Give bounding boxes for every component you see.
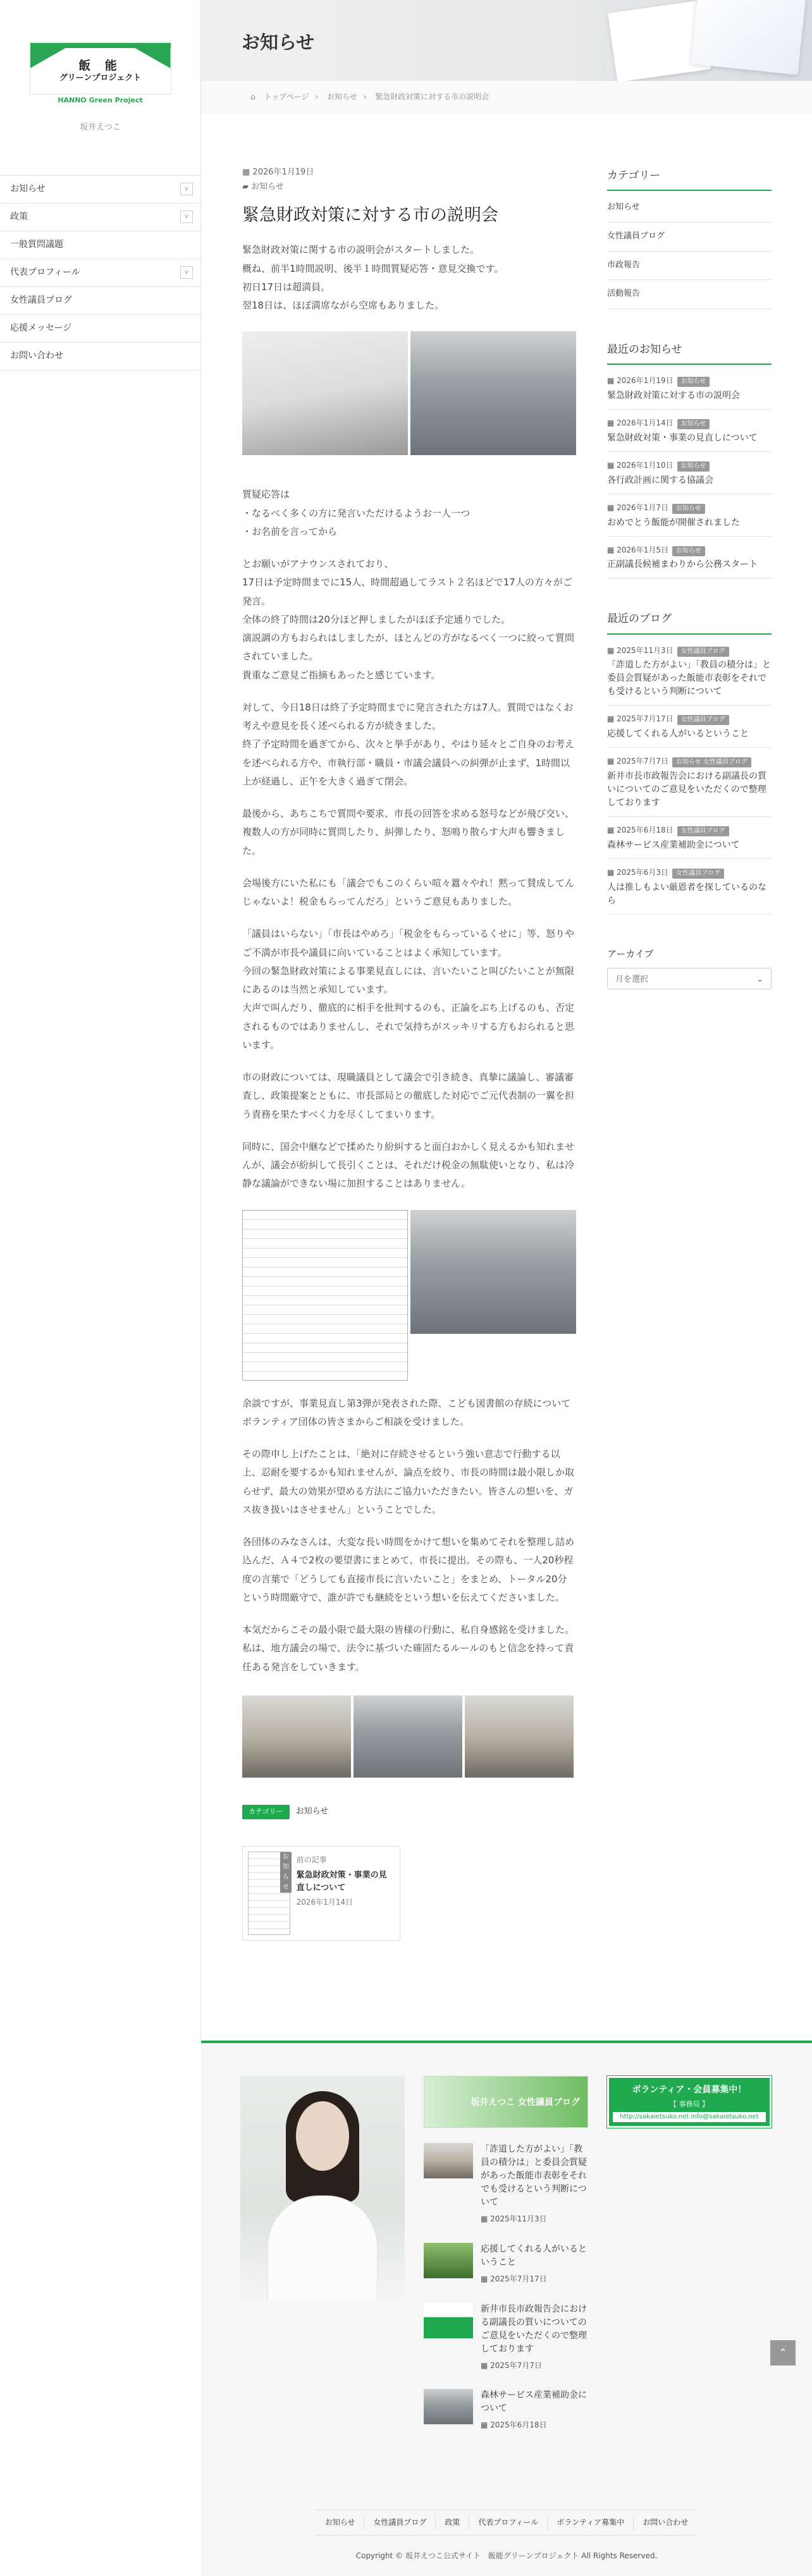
header-decor-image bbox=[691, 0, 806, 75]
widget-title: 最近のお知らせ bbox=[607, 339, 772, 365]
calendar-icon: ▦ bbox=[607, 714, 617, 724]
post-badge: お知らせ bbox=[677, 377, 710, 387]
sidebar-item-questions[interactable] bbox=[0, 231, 200, 259]
paragraph: 各団体のみなさんは、大変な長い時間をかけて想いを集めてそれを整理し詰め込んだ、Ａ４で2枚の要望書にまとめて、市長に提出。その際も、一人20秒程度の言葉で「どうしても直接市長に言いたいこと」をまとめ、トータル20分という時間厳守で、誰が許でも継続をという想いを伝えてくださいました。 bbox=[242, 1536, 575, 1603]
sidebar-item-contact[interactable] bbox=[0, 343, 200, 370]
volunteer-banner-title: ボランティア・会員募集中！ bbox=[632, 2085, 747, 2095]
sidebar-item-label: 政策 bbox=[10, 211, 28, 222]
archive-select[interactable] bbox=[607, 968, 772, 989]
footer-nav-item[interactable]: お知らせ bbox=[324, 2518, 355, 2527]
logo-en: HANNO Green Project bbox=[58, 96, 143, 105]
photo-row bbox=[242, 1210, 576, 1381]
footer-post[interactable] bbox=[424, 2143, 588, 2226]
sidebar-item-label: 女性議員ブログ bbox=[10, 295, 72, 305]
post-date: 2026年1月19日 bbox=[617, 376, 674, 386]
sidebar-item-profile[interactable] bbox=[0, 259, 200, 287]
breadcrumb-current: 緊急財政対策に対する市の説明会 bbox=[375, 92, 489, 101]
calendar-icon: ▦ bbox=[481, 2214, 491, 2223]
sidebar-item-label: 代表プロフィール bbox=[10, 267, 80, 278]
post-title[interactable]: 緊急財政対策・事業の見直しについて bbox=[607, 432, 758, 443]
paragraph: その際申し上げたことは、「絶対に存続させるという強い意志で行動する以上、忍耐を要するかも知れませんが、論点を絞り、市長の時間は最小限しか取らせず、最大の効果が望める方法にご協力いただきたい。皆さんの想いを、ガス抜き扱いはさせません」ということでした。 bbox=[242, 1448, 575, 1515]
footer-nav-item[interactable]: ボランティア募集中 bbox=[547, 2515, 633, 2530]
sidebar-item-news[interactable] bbox=[0, 176, 200, 204]
side-nav bbox=[0, 175, 200, 370]
post-thumbnail bbox=[424, 2143, 473, 2178]
photo-meeting[interactable] bbox=[465, 1695, 574, 1778]
copyright: Copyright © 坂井えつこ公式サイト 飯能グリーンプロジェクト All Rights Reserved. bbox=[355, 2551, 658, 2560]
paragraph: 緊急財政対策に関する市の説明会がスタートしました。 概ね、前半1時間説明、後半１時間質疑応答・意見交換です。 初日17日は超満員。 翌18日は、ほぼ満席ながら空席もありました。 bbox=[242, 244, 504, 312]
calendar-icon: ▦ bbox=[242, 168, 253, 177]
post-badge: お知らせ bbox=[677, 419, 710, 429]
calendar-icon: ▦ bbox=[607, 757, 617, 766]
logo-mark bbox=[29, 42, 172, 105]
paragraph: 本気だからこその最小限で最大限の皆様の行動に、私自身感銘を受けました。 私は、地方議会の場で、法令に基づいた確固たるルールのもと信念を持って責任ある発言をしていきます。 bbox=[242, 1624, 575, 1673]
volunteer-banner-contact: http://sakaietsuko.net info@sakaietsuko.net bbox=[613, 2112, 766, 2122]
category-item[interactable]: 女性議員ブログ bbox=[607, 223, 772, 252]
archive-select-value: 月を選択 bbox=[615, 975, 649, 985]
post-title[interactable]: 応援してくれる人がいるということ bbox=[607, 729, 749, 740]
post-date: 2025年11月3日 bbox=[617, 645, 674, 655]
post-meta bbox=[242, 166, 576, 195]
paragraph: 会場後方にいた私にも「議会でもこのくらい喧々囂々やれ！黙って賛成してんじゃないよ！税金もらってんだろ」というご意見もありました。 bbox=[242, 877, 575, 908]
paragraph: 対して、今日18日は終了予定時間までに発言された方は7人。質問ではなくお考えや意見を長く述べられる方が続きました。 終了予定時間を過ぎてから、次々と挙手があり、やはり延々とご自身のお考えを述べられる方や、市執行部・職員・市議会議員への糾弾が止まず、1時間以上が経過し、正午を大きく過ぎて閉会。 bbox=[242, 701, 575, 787]
post-date: 2025年7月17日 bbox=[490, 2274, 547, 2283]
post-title[interactable]: 応援してくれる人がいるということ bbox=[481, 2243, 587, 2268]
chevron-down-icon[interactable]: v bbox=[180, 183, 193, 195]
thumb-category: お知らせ bbox=[280, 1852, 292, 1893]
photo-group[interactable] bbox=[242, 1695, 351, 1778]
paragraph: 市の財政については、現職議員として議会で引き続き、真摯に議論し、審議審査し、政策提案とともに、市長部局との徹底した対応でご元代表制の一翼を担う責務を果たすべく力を尽くしてまいります。 bbox=[242, 1071, 575, 1120]
post-badge: お知らせ 女性議員ブログ bbox=[672, 757, 751, 767]
footer-post[interactable] bbox=[424, 2303, 588, 2373]
sidebar-item-label: 一般質問議題 bbox=[10, 239, 63, 250]
post-title[interactable]: 「詐道した方がよい」「教員の積分は」と委員会質疑があった飯能市表彰をそれでも受けるという判断について bbox=[481, 2144, 587, 2207]
post-date: 2026年1月7日 bbox=[617, 503, 668, 512]
recent-post[interactable] bbox=[607, 537, 772, 579]
post-date: 2025年7月17日 bbox=[617, 714, 674, 724]
prev-post-date: 2026年1月14日 bbox=[296, 1898, 354, 1907]
recent-post[interactable] bbox=[607, 452, 772, 494]
footer-nav-item[interactable]: 女性議員ブログ bbox=[364, 2515, 435, 2530]
widget-title: アーカイブ bbox=[607, 948, 654, 960]
blog-post[interactable] bbox=[607, 817, 772, 859]
photo-row bbox=[242, 1695, 576, 1778]
widget-title: 最近のブログ bbox=[607, 609, 772, 634]
calendar-icon: ▦ bbox=[607, 460, 617, 470]
post-title[interactable]: 「詐道した方がよい」「教員の積分は」と委員会質疑があった飯能市表彰をそれでも受けるという判断について bbox=[607, 660, 771, 697]
photo-schedule-table[interactable] bbox=[242, 1210, 408, 1381]
post-badge: 女性議員ブログ bbox=[677, 715, 729, 725]
calendar-icon: ▦ bbox=[607, 826, 617, 835]
breadcrumb bbox=[201, 81, 812, 114]
footer-nav-item[interactable]: 政策 bbox=[435, 2515, 469, 2530]
footer-nav-item[interactable]: お問い合わせ bbox=[633, 2515, 697, 2530]
widget-title: カテゴリー bbox=[607, 166, 772, 191]
prev-post-card[interactable] bbox=[242, 1846, 400, 1941]
chevron-down-icon: ⌄ bbox=[756, 975, 763, 985]
paragraph: 同時に、国会中継などで揉めたり紛糾すると面白おかしく見えるかも知れませんが、議会が紛糾して長引くことは、それだけ税金の無駄使いとなり、私は冷静な議論ができない場に加担することはありません。 bbox=[242, 1140, 575, 1190]
post-title[interactable]: 森林サービス産業補助金について bbox=[607, 839, 740, 850]
blog-post[interactable] bbox=[607, 859, 772, 915]
post-date: 2026年1月10日 bbox=[617, 460, 674, 470]
sidebar-item-label: お問い合わせ bbox=[10, 350, 63, 361]
post-date: 2026年1月14日 bbox=[617, 418, 674, 428]
post-badge: お知らせ bbox=[677, 461, 710, 472]
category-item[interactable]: お知らせ bbox=[607, 193, 772, 223]
post-date: 2025年11月3日 bbox=[490, 2214, 547, 2223]
post-thumbnail bbox=[424, 2243, 473, 2278]
blog-post[interactable] bbox=[607, 705, 772, 748]
calendar-icon: ▦ bbox=[481, 2274, 491, 2283]
sidebar-item-blog[interactable] bbox=[0, 287, 200, 315]
post-badge: 女性議員ブログ bbox=[677, 826, 729, 836]
blog-banner[interactable] bbox=[424, 2076, 588, 2128]
post-title[interactable]: 各行政計画に関する協議会 bbox=[607, 475, 713, 485]
widget-categories bbox=[607, 166, 772, 309]
recent-post[interactable] bbox=[607, 494, 772, 537]
chevron-right-icon: › bbox=[363, 92, 367, 101]
widget-recent-blog bbox=[607, 609, 772, 914]
post-categories bbox=[242, 1804, 576, 1820]
post-date: 2025年6月18日 bbox=[490, 2420, 547, 2430]
post-title[interactable]: 森林サービス産業補助金について bbox=[481, 2390, 587, 2414]
photo-meeting-room[interactable] bbox=[410, 331, 576, 455]
recent-post[interactable] bbox=[607, 410, 772, 452]
post-date: 2025年7月7日 bbox=[490, 2360, 542, 2370]
post-date: 2025年6月18日 bbox=[617, 826, 674, 835]
post-badge: 女性議員ブログ bbox=[677, 647, 729, 657]
post-badge: お知らせ bbox=[672, 546, 705, 556]
blog-post[interactable] bbox=[607, 748, 772, 817]
folder-icon: ▰ bbox=[242, 181, 252, 192]
page-title: お知らせ bbox=[242, 32, 315, 53]
sidebar-item-policy[interactable] bbox=[0, 204, 200, 231]
calendar-icon: ▦ bbox=[607, 503, 617, 512]
prev-post-title[interactable]: 緊急財政対策・事業の見直しについて bbox=[296, 1871, 387, 1893]
post-date: 2025年6月3日 bbox=[617, 867, 668, 877]
paragraph: とお願いがアナウンスされており、 17日は予定時間までに15人、時間超過してラスト２名ほどで17人の方々がご発言。 全体の終了時間は20分ほど押しましたがほぼ予定通りでした。 演説調の方もおられはしましたが、ほとんどの方がなるべく一つに絞って質問されていました。 貴重なご意見ご指摘もあったと感じています。 bbox=[242, 558, 575, 681]
blog-banner-text: 坂井えつこ 女性議員ブログ bbox=[471, 2097, 580, 2108]
volunteer-banner[interactable] bbox=[607, 2076, 772, 2128]
post-title[interactable]: 新井市長市政報告会における副議長の質いについてのご意見をいただくので整理しております bbox=[607, 771, 766, 809]
calendar-icon: ▦ bbox=[481, 2360, 491, 2370]
photo-row bbox=[242, 331, 576, 455]
volunteer-banner-office: 【 事務局 】 bbox=[670, 2100, 709, 2108]
calendar-icon: ▦ bbox=[607, 418, 617, 428]
footer bbox=[201, 2041, 812, 2576]
category-label: カテゴリー bbox=[242, 1805, 290, 1819]
footer-posts bbox=[424, 2143, 588, 2449]
post-badge: お知らせ bbox=[672, 504, 705, 514]
calendar-icon: ▦ bbox=[607, 867, 617, 877]
footer-nav bbox=[201, 2510, 812, 2536]
post-title[interactable]: 人は推しもよい厳恩者を探しているのなら bbox=[607, 882, 766, 906]
footer-nav-item[interactable]: 代表プロフィール bbox=[469, 2515, 547, 2530]
photo-meeting[interactable] bbox=[354, 1695, 462, 1778]
post-body bbox=[242, 241, 576, 1778]
calendar-icon: ▦ bbox=[607, 645, 617, 655]
right-sidebar bbox=[607, 166, 772, 989]
breadcrumb-category[interactable]: お知らせ bbox=[327, 92, 357, 101]
post-date: 2026年1月19日 bbox=[252, 168, 314, 177]
chevron-right-icon: › bbox=[315, 92, 319, 101]
back-to-top-button[interactable] bbox=[770, 2340, 796, 2365]
post-category[interactable]: お知らせ bbox=[251, 181, 284, 192]
category-link[interactable]: お知らせ bbox=[295, 1806, 329, 1816]
paragraph: 質疑応答は ・なるべく多くの方に発言いただけるようお一人一つ ・お名前を言ってから bbox=[242, 489, 471, 537]
category-item[interactable]: 市政報告 bbox=[607, 252, 772, 281]
prev-post-thumbnail bbox=[248, 1852, 290, 1935]
site-logo[interactable] bbox=[29, 42, 172, 136]
chevron-down-icon[interactable]: v bbox=[180, 266, 193, 279]
post-title[interactable]: 緊急財政対策に対する市の説明会 bbox=[607, 391, 740, 401]
page-header bbox=[201, 0, 812, 81]
chevron-up-icon: ⌃ bbox=[778, 2347, 787, 2359]
post-title[interactable]: 新井市長市政報告会における副議長の質いについてのご意見をいただくので整理しております bbox=[481, 2304, 587, 2354]
post-date: 2025年7月7日 bbox=[617, 757, 668, 766]
widget-recent-news bbox=[607, 339, 772, 578]
sidebar bbox=[0, 0, 201, 2041]
photo-document[interactable] bbox=[242, 331, 408, 455]
post-date: 2026年1月5日 bbox=[617, 545, 668, 554]
paragraph: 余談ですが、事業見直し第3弾が発表された際、こども図書館の存続についてボランティア団体の皆さまからご相談を受けました。 bbox=[242, 1397, 571, 1427]
post-title: 緊急財政対策に対する市の説明会 bbox=[242, 205, 498, 225]
category-item[interactable]: 活動報告 bbox=[607, 280, 772, 309]
calendar-icon: ▦ bbox=[607, 376, 617, 386]
post-thumbnail bbox=[424, 2389, 473, 2424]
post-thumbnail bbox=[424, 2303, 473, 2338]
recent-post[interactable] bbox=[607, 367, 772, 410]
paragraph: 最後から、あちこちで質問や要求、市長の回答を求める怒号などが飛び交い、複数人の方が同時に質問したり、糾弾したり、怒鳴り散らす大声も響きました。 bbox=[242, 808, 574, 857]
paragraph: 「議員はいらない」「市長はやめろ」「税金をもらっているくせに」等、怒りやご不満が市長や議員に向いていることはよく承知しています。 今回の緊急財政対策による事業見直しには、言いたいこと叫びたいことが無限にあるのは当然と承知しています。 大声で叫んだり、徹底的に相手を批判するのも、正論をぶち上げるのも、否定されるものではありませんし、それで気持ちがスッキリする方もおられると思います。 bbox=[242, 928, 575, 1051]
article bbox=[242, 166, 576, 1941]
blog-post[interactable] bbox=[607, 637, 772, 706]
widget-archive bbox=[607, 945, 772, 990]
post-title[interactable]: 正副議長候補まわりから公務スタート bbox=[607, 559, 758, 570]
photo-meeting-room[interactable] bbox=[410, 1210, 576, 1334]
post-badge: 女性議員ブログ bbox=[672, 869, 724, 879]
prev-post-label: 前の記事 bbox=[296, 1855, 327, 1865]
logo-title: 飯 能 bbox=[78, 59, 122, 73]
chevron-down-icon[interactable]: v bbox=[180, 211, 193, 223]
home-icon[interactable]: ⌂ bbox=[250, 92, 255, 101]
logo-subtitle: グリーンプロジェクト bbox=[59, 73, 142, 83]
owner-name: 坂井えつこ bbox=[80, 123, 121, 132]
footer-post[interactable] bbox=[424, 2243, 588, 2286]
sidebar-item-label: 応援メッセージ bbox=[10, 322, 72, 333]
profile-photo bbox=[240, 2076, 405, 2301]
post-title[interactable]: おめでとう飯能が開催されました bbox=[607, 517, 740, 528]
footer-post[interactable] bbox=[424, 2389, 588, 2433]
calendar-icon: ▦ bbox=[607, 545, 617, 554]
breadcrumb-home[interactable]: トップページ bbox=[264, 92, 309, 101]
calendar-icon: ▦ bbox=[481, 2420, 491, 2430]
sidebar-item-label: お知らせ bbox=[10, 183, 46, 194]
sidebar-item-messages[interactable] bbox=[0, 315, 200, 343]
